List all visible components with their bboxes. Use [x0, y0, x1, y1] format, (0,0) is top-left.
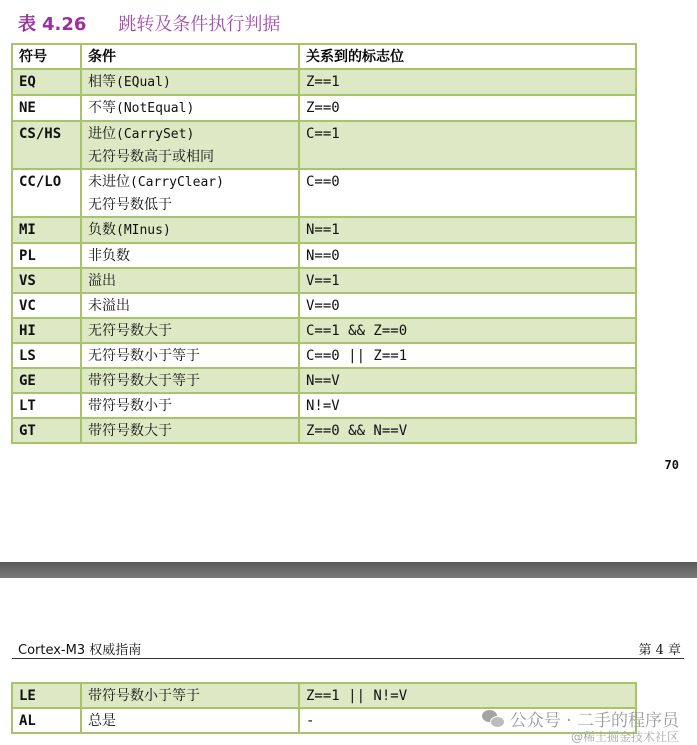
row-flags: N==V: [299, 368, 636, 393]
row-condition: 带符号数小于等于: [81, 683, 299, 708]
row-code: HI: [12, 318, 81, 343]
row-condition-en: (CarrySet): [116, 127, 195, 142]
row-flags: Z==1 || N!=V: [299, 683, 636, 708]
row-flags: N==1: [299, 217, 636, 243]
row-condition: 带符号数小于: [81, 393, 299, 418]
running-header-chapter: 第 4 章: [638, 643, 681, 658]
row-condition-cn: 不等: [88, 100, 116, 116]
row-flags: Z==0 && N==V: [299, 418, 636, 443]
wechat-icon: [482, 710, 504, 728]
table-row: [12, 169, 636, 217]
row-code: LE: [12, 683, 81, 708]
watermark-text: 公众号 · 二手的程序员: [509, 711, 679, 731]
row-condition: [81, 121, 299, 169]
row-condition-cn: 相等: [88, 74, 116, 90]
row-code: EQ: [12, 69, 81, 95]
table-row: [12, 343, 636, 368]
caption-label: 表: [18, 14, 36, 35]
table-caption: [18, 10, 280, 36]
row-condition: 无符号数大于: [81, 318, 299, 343]
table-row: [12, 268, 636, 293]
table-row: [12, 368, 636, 393]
row-flags: N==0: [299, 243, 636, 268]
table-row: [12, 69, 636, 95]
condition-table: [11, 43, 637, 444]
table-row: [12, 243, 636, 268]
running-header-title: Cortex-M3 权威指南: [18, 643, 142, 658]
row-condition-cn: 进位: [88, 126, 116, 142]
row-condition: [81, 95, 299, 121]
page-separator: [0, 562, 697, 578]
row-flags: V==1: [299, 268, 636, 293]
row-flags: C==0: [299, 169, 636, 217]
header-condition: 条件: [81, 44, 299, 69]
table-row: [12, 95, 636, 121]
row-condition: 非负数: [81, 243, 299, 268]
table-row: [12, 121, 636, 169]
row-condition-line2: 无符号数高于或相同: [88, 149, 214, 165]
row-code: NE: [12, 95, 81, 121]
running-header-rule: [12, 658, 684, 659]
caption-number: 4.26: [42, 14, 87, 35]
row-condition: 总是: [81, 708, 299, 733]
row-condition-cn: 负数: [88, 222, 116, 238]
row-condition: 带符号数大于等于: [81, 368, 299, 393]
row-flags: Z==0: [299, 95, 636, 121]
row-condition: 无符号数小于等于: [81, 343, 299, 368]
row-flags: C==0 || Z==1: [299, 343, 636, 368]
row-code: CS/HS: [12, 121, 81, 169]
row-flags: Z==1: [299, 69, 636, 95]
row-condition: [81, 69, 299, 95]
table-row: [12, 393, 636, 418]
header-flags: 关系到的标志位: [299, 44, 636, 69]
row-code: VC: [12, 293, 81, 318]
row-condition-en: (EQual): [116, 75, 171, 90]
row-code: PL: [12, 243, 81, 268]
row-code: LT: [12, 393, 81, 418]
row-condition: 未溢出: [81, 293, 299, 318]
row-condition: 溢出: [81, 268, 299, 293]
table-row: [12, 293, 636, 318]
row-code: VS: [12, 268, 81, 293]
row-code: CC/LO: [12, 169, 81, 217]
table-row: [12, 318, 636, 343]
document-page-bottom: [0, 578, 697, 745]
page-number: 70: [664, 458, 679, 472]
watermark-subtext: @稀土掘金技术社区: [570, 730, 679, 744]
caption-title: 跳转及条件执行判据: [118, 14, 281, 35]
row-condition: [81, 169, 299, 217]
table-header-row: [12, 44, 636, 69]
row-code: LS: [12, 343, 81, 368]
header-symbol: 符号: [12, 44, 81, 69]
row-code: GE: [12, 368, 81, 393]
row-condition-line2: 无符号数低于: [88, 197, 172, 213]
row-flags: N!=V: [299, 393, 636, 418]
table-row: [12, 683, 636, 708]
row-condition: [81, 217, 299, 243]
row-flags: C==1: [299, 121, 636, 169]
row-condition-cn: 未进位: [88, 174, 130, 190]
row-code: MI: [12, 217, 81, 243]
row-flags: C==1 && Z==0: [299, 318, 636, 343]
row-condition-en: (MInus): [116, 223, 171, 238]
table-row: [12, 217, 636, 243]
row-flags: -: [299, 708, 636, 733]
table-row: [12, 418, 636, 443]
row-condition-en: (NotEqual): [116, 101, 195, 116]
row-condition: 带符号数大于: [81, 418, 299, 443]
row-condition-en: (CarryClear): [130, 175, 224, 190]
row-flags: V==0: [299, 293, 636, 318]
row-code: GT: [12, 418, 81, 443]
row-code: AL: [12, 708, 81, 733]
